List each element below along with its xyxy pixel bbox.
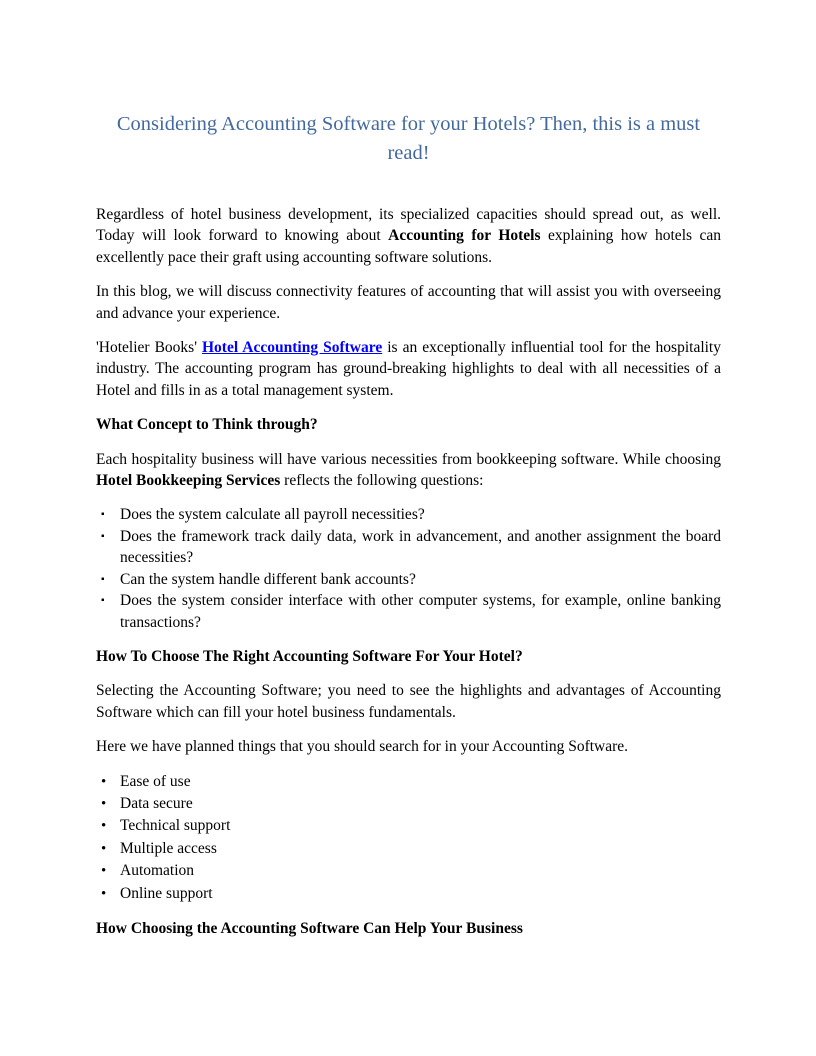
feature-text: Multiple access [120, 839, 217, 857]
bold-run-hotel-bookkeeping-services: Hotel Bookkeeping Services [96, 472, 281, 490]
feature-text: Data secure [120, 794, 193, 812]
text-run: 'Hotelier Books' [96, 339, 202, 357]
feature-text: Ease of use [120, 772, 191, 790]
question-item [96, 590, 721, 633]
bold-run-accounting-for-hotels: Accounting for Hotels [388, 227, 541, 245]
hotel-accounting-software-link[interactable]: Hotel Accounting Software [202, 339, 383, 357]
question-item [96, 504, 721, 525]
text-run: Regardless of hotel business development, its specialized capacities should spread out, as well. Today will look forward to knowing about [96, 206, 721, 245]
question-text: Does the system calculate all payroll necessities? [120, 506, 425, 524]
feature-text: Automation [120, 862, 195, 880]
feature-text: Online support [120, 884, 213, 902]
intro-paragraph-3 [96, 337, 721, 401]
section-heading-choose: How To Choose The Right Accounting Software For Your Hotel? [96, 647, 523, 665]
square-bullet-icon: ▪ [101, 573, 105, 585]
feature-item [96, 883, 721, 905]
features-list [96, 771, 721, 905]
round-bullet-icon: • [101, 795, 107, 812]
section-heading-concept: What Concept to Think through? [96, 416, 318, 434]
question-text: Does the framework track daily data, work in advancement, and another assignment the board necessities? [120, 527, 721, 567]
square-bullet-icon: ▪ [101, 595, 105, 607]
round-bullet-icon: • [101, 885, 107, 902]
square-bullet-icon: ▪ [101, 509, 105, 521]
feature-item [96, 860, 721, 882]
text-run: explaining how hotels can excellently pace their graft using accounting software solutions. [96, 227, 721, 266]
round-bullet-icon: • [101, 773, 107, 790]
page-title: Considering Accounting Software for your Hotels? Then, this is a must read! [116, 113, 701, 164]
text-run: Each hospitality business will have various necessities from bookkeeping software. While choosing [96, 450, 721, 468]
intro-paragraph-1 [96, 204, 721, 268]
feature-item [96, 815, 721, 837]
question-item [96, 526, 721, 569]
text-run: is an exceptionally influential tool for the hospitality industry. The accounting program has ground-breaking highlights to deal with all necessities of a Hotel and fills in as a total management system. [96, 339, 721, 399]
question-text: Does the system consider interface with other computer systems, for example, online banking transactions? [120, 592, 721, 631]
round-bullet-icon: • [101, 840, 107, 857]
questions-list [96, 504, 721, 632]
feature-text: Technical support [120, 817, 231, 835]
choose-paragraph-1: Selecting the Accounting Software; you need to see the highlights and advantages of Accounting Software which can fill your hotel business fundamentals. [96, 682, 721, 721]
feature-item [96, 771, 721, 793]
text-run: reflects the following questions: [280, 472, 484, 490]
intro-paragraph-2: In this blog, we will discuss connectivity features of accounting that will assist you with overseeing and advance your experience. [96, 283, 721, 322]
question-text: Can the system handle different bank accounts? [120, 570, 416, 588]
round-bullet-icon: • [101, 818, 107, 835]
section-heading-help: How Choosing the Accounting Software Can Help Your Business [96, 919, 523, 937]
question-item [96, 569, 721, 590]
feature-item [96, 793, 721, 815]
choose-paragraph-2: Here we have planned things that you should search for in your Accounting Software. [96, 738, 629, 756]
round-bullet-icon: • [101, 863, 107, 880]
feature-item [96, 838, 721, 860]
square-bullet-icon: ▪ [101, 530, 105, 542]
concept-paragraph [96, 449, 721, 492]
